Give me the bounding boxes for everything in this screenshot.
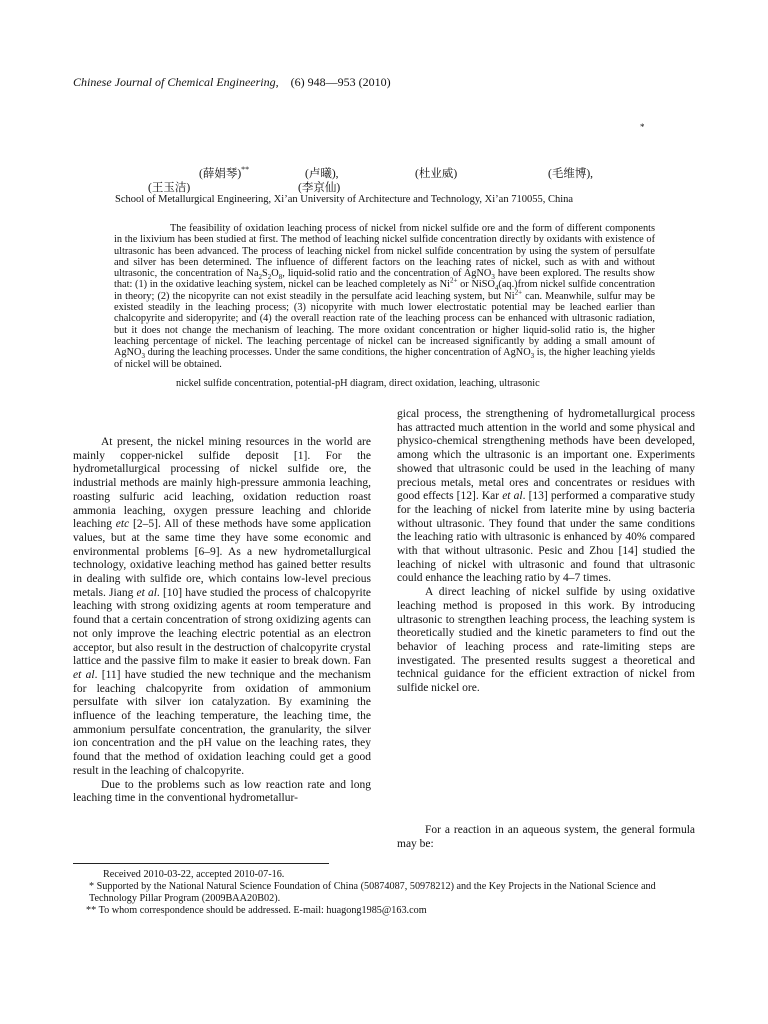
sub: 4 [494,284,499,293]
footnote-mark: * [89,881,95,892]
text: etc [115,518,130,531]
paragraph [73,436,371,779]
author-4: (毛维博), [548,168,594,180]
abstract-text: O [271,268,279,280]
sub: 3 [491,273,495,282]
author-1-mark: ** [241,165,250,175]
sub: 3 [530,352,535,361]
sup: 2+ [449,277,458,286]
sup: 2+ [514,288,523,297]
body-left-column [73,436,371,806]
footnote-divider [73,863,329,864]
volume-pages: (6) 948—953 (2010) [290,75,391,89]
sub: 2 [258,273,263,282]
text: et al [136,586,157,599]
text: et al [73,668,95,681]
abstract-text: or NiSO [457,279,495,291]
abstract-text: have been explored. The results show that: (1) in the oxidative leaching system, nickel can be leached completely as Ni [114,268,655,291]
footnote-mark: ** [86,905,97,916]
body-right-column [397,408,695,696]
abstract-text: (aq.)from nickel sulfide concentration in theory; (2) the nicopyrite can not exist steadily in the persulfate acid leaching system, but Ni [114,279,655,302]
journal-header [73,75,391,90]
keywords: nickel sulfide concentration, potential-pH diagram, direct oxidation, leaching, ultrasonic [176,378,540,389]
text: . [10] have studied the process of chalcopyrite leaching with strong oxidizing agents at room temperature and found that a certain concentration of strong oxidizing agents can not only improve the leaching electric potential as an electron acceptor, but also result in the destruction of chalcopyrite crystal lattice and the passive film to make it easier to break down. Fan [73,586,371,668]
paragraph: For a reaction in an aqueous system, the general formula may be: [397,824,695,850]
footnote-text: To whom correspondence should be addressed. E-mail: huagong1985@163.com [98,905,427,916]
paragraph [397,408,695,586]
sub: 8 [278,273,283,282]
author-1 [199,165,249,181]
text: . [11] have studied the new technique and the mechanism for leaching chalcopyrite from oxidation of ammonium persulfate with silver ion catalyzation. By examining the influence of the leaching temperature, the leaching time, the ammonium persulfate concentration, the granularity, the silver ion concentration and the pH value on the leaching rates, they found that the method of oxidation leaching could get a good result in the leaching of chalcopyrite. [73,668,371,777]
abstract-text: The feasibility of oxidation leaching process of nickel from nickel sulfide ore and the form of different components in the lixivium has been studied at first. The method of leaching nickel sulfide concentration directly by oxidants with existence of ultrasonic has been advanced. The process of leaching nickel from nickel sulfide concentration by using the system of persulfate and silver has been determined. The influence of different factors on the leaching rates of nickel, such as with and without ultrasonic, the concentration of Na [114,223,655,280]
body-right-column-bottom [397,824,695,851]
text: gical process, the strengthening of hydrometallurgical process has attracted much attention in the world and some physical and physico-chemical strengthening methods have been developed, among which the ultrasonic is an important one. Experiments showed that ultrasonic could be used in the leaching of many precious metals, metal ores and concentrates or residues with good effects [12]. Kar [397,408,695,503]
affiliation: School of Metallurgical Engineering, Xi’an University of Architecture and Technology, Xi’an 710055, China [115,194,574,205]
footnote-received: Received 2010-03-22, accepted 2010-07-16. [103,869,285,880]
abstract-text: during the leaching processes. Under the same conditions, the higher concentration of AgNO [144,347,531,359]
footnote-support [89,881,699,904]
abstract [114,223,655,370]
author-5: (王玉洁) [148,182,191,194]
author-3: (杜业威) [415,168,458,180]
text: . [13] performed a comparative study for the leaching of nickel from laterite mine by using bacteria without ultrasonic. They found that under the same conditions the leaching ratio with ultrasonic is enhanced by 40% compared with that without ultrasonic. Pesic and Zhou [14] studied the leaching of nickel with ultrasonic and found that ultrasonic could enhance the leaching ratio by 4–7 times. [397,490,695,585]
author-6: (李京仙) [298,182,341,194]
paragraph: A direct leaching of nickel sulfide by using oxidative leaching method is proposed in this work. By introducing ultrasonic to strengthen leaching process, the leaching system is theoretically studied and the kinetic parameters to find out the behavior of leaching process and rate-limiting steps are investigated. The presented results suggest a theoretical and technical guidance for the efficient extraction of nickel from sulfide nickel ore. [397,586,695,695]
footnote-text: Supported by the National Natural Science Foundation of China (50874087, 50978212) and the Key Projects in the National Science and Technology Pillar Program (2009BAA20B02). [89,881,656,904]
footnote-correspondence [86,905,427,917]
abstract-text: can. Meanwhile, sulfur may be existed steadily in the leaching process; (3) nicopyrite with much lower electrostatic potential may be leached earlier than chalcopyrite and sideropyrite; and (4) the overall reaction rate of the leaching process can be enhanced with ultrasonic radiation, but it does not change the mechanism of leaching. The more oxidant concentration or higher liquid-solid ratio is, the higher leaching percentage of nickel. The leaching percentage of nickel can be increased significantly by adding a small amount of AgNO [114,290,655,359]
author-1-name: (薛娟琴) [199,168,242,180]
title-footnote-marker: * [640,122,645,132]
paragraph: Due to the problems such as low reaction rate and long leaching time in the conventional hydrometallur- [73,778,371,805]
sub: 3 [141,352,145,361]
journal-name: Chinese Journal of Chemical Engineering, [73,75,279,89]
abstract-text: , liquid-solid ratio and the concentration of AgNO [282,268,492,280]
text: et al [502,490,523,503]
text: [2–5]. All of these methods have some application values, but at the same time they have some economic and environmental problems [6–9]. As a new hydrometallurgical technology, oxidative leaching method has gained better results in dealing with sulfide ore, which contains low-level precious metals. Jiang [73,518,371,599]
sub: 2 [267,273,272,282]
abstract-text: S [262,268,268,280]
abstract-text: is, the higher leaching yields of nickel will be obtained. [114,347,656,370]
text: At present, the nickel mining resources in the world are mainly copper-nickel sulfide deposit [1]. For the hydrometallurgical processing of nickel sulfide ore, the industrial methods are mainly high-pressure ammonia leaching, roasting sulfuric acid leaching, oxidation reduction roast ammonia leaching, oxygen pressure leaching and chloride leaching [73,436,371,531]
author-2: (卢曦), [305,168,339,180]
